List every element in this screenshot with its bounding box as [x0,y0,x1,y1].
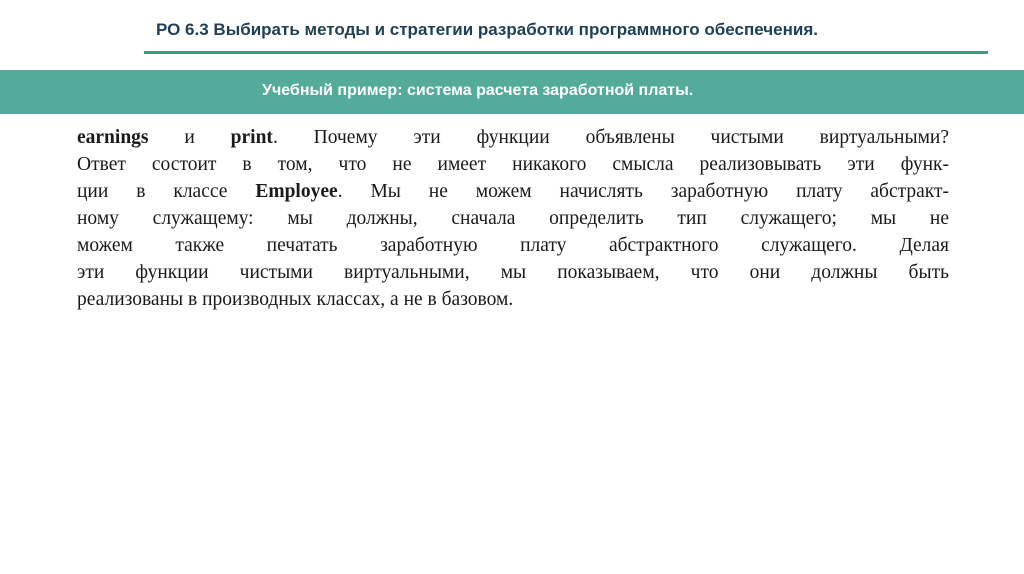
body-line-6: эти функции чистыми виртуальными, мы показываем, что они должны быть [77,262,949,283]
slide-title: РО 6.3 Выбирать методы и стратегии разработки программного обеспечения. [156,20,818,39]
section-banner [0,70,1024,114]
keyword-earnings: earnings [77,127,149,148]
banner-text: Учебный пример: система расчета заработной платы. [262,82,694,99]
body-text [77,124,949,313]
body-line-2: Ответ состоит в том, что не имеет никакого смысла реализовывать эти функ- [77,154,949,175]
body-line-3: ции в классе Employee. Мы не можем начислять заработную плату абстракт- [77,181,949,202]
body-line-7: реализованы в производных классах, а не в базовом. [77,289,514,310]
body-line-1: earnings и print. Почему эти функции объявлены чистыми виртуальными? [77,127,949,148]
body-line-4: ному служащему: мы должны, сначала определить тип служащего; мы не [77,208,949,229]
title-underline [144,51,988,54]
body-line-5: можем также печатать заработную плату абстрактного служащего. Делая [77,235,949,256]
keyword-print: print [230,127,273,148]
keyword-employee: Employee [255,181,338,202]
